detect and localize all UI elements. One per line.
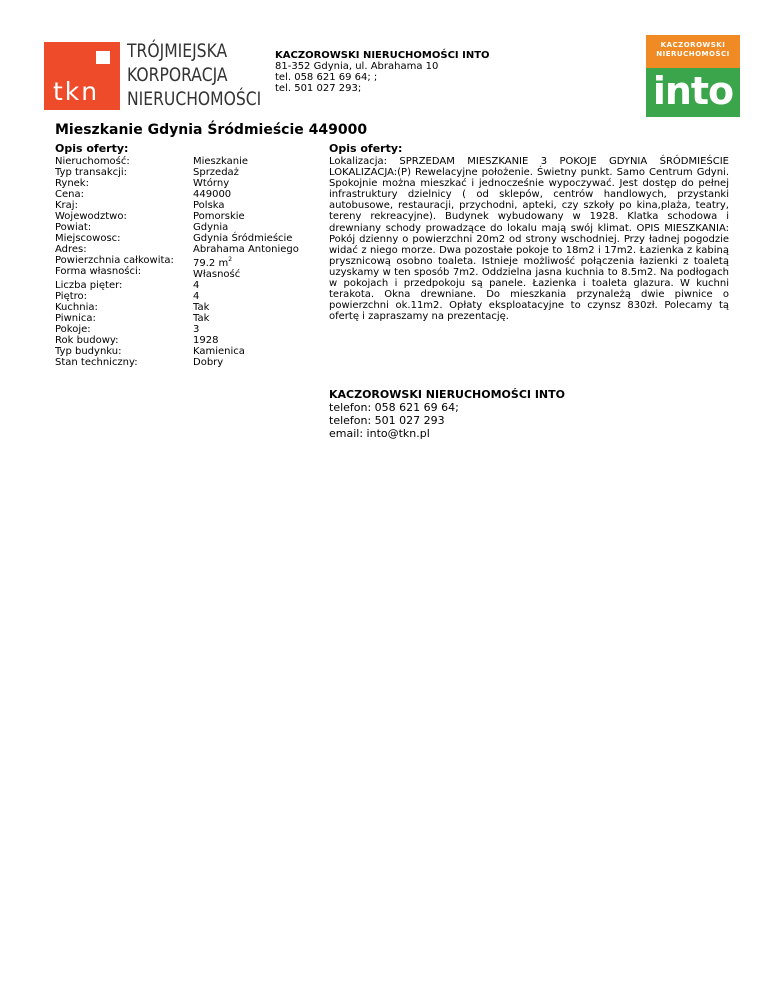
detail-label: Cena: (55, 189, 84, 200)
detail-label: Typ transakcji: (55, 167, 128, 178)
contact-email: email: into@tkn.pl (329, 427, 430, 440)
detail-label: Kraj: (55, 200, 78, 211)
header-company-name: KACZOROWSKI NIERUCHOMOŚCI INTO (275, 50, 490, 61)
detail-value: Tak (193, 313, 210, 324)
detail-value: 3 (193, 324, 200, 335)
area-value: 79.2 m (193, 258, 229, 269)
detail-value: 4 (193, 291, 200, 302)
into-logo-top (646, 35, 740, 68)
tkn-logo (44, 42, 120, 110)
detail-label: Nieruchomość: (55, 156, 130, 167)
detail-label: Forma własności: (55, 266, 142, 277)
detail-value-area (193, 255, 299, 269)
detail-value: 449000 (193, 189, 232, 200)
detail-label: Liczba pięter: (55, 280, 123, 291)
into-logo-word: into (646, 68, 740, 117)
contact-phone: telefon: 058 621 69 64; (329, 401, 459, 414)
detail-value: Abrahama Antoniego (193, 244, 299, 255)
details-labels (55, 156, 174, 368)
detail-label: Piwnica: (55, 313, 96, 324)
contact-company: KACZOROWSKI NIERUCHOMOŚCI INTO (329, 388, 565, 401)
into-logo (646, 35, 740, 117)
detail-value: 1928 (193, 335, 219, 346)
tkn-name-line: NIERUCHOMOŚCI (127, 88, 262, 110)
header-address: 81-352 Gdynia, ul. Abrahama 10 (275, 61, 439, 72)
detail-value: 4 (193, 280, 200, 291)
contact-phone: telefon: 501 027 293 (329, 414, 445, 427)
detail-value: Mieszkanie (193, 156, 249, 167)
description-heading: Opis oferty: (329, 142, 403, 155)
detail-value: Pomorskie (193, 211, 245, 222)
detail-value: Wtórny (193, 178, 230, 189)
header-phone: tel. 058 621 69 64; ; (275, 72, 378, 83)
into-logo-line: KACZOROWSKI (660, 41, 726, 49)
detail-value: Gdynia (193, 222, 229, 233)
contact-block (329, 388, 565, 440)
detail-label: Rynek: (55, 178, 89, 189)
detail-label: Pokoje: (55, 324, 91, 335)
detail-label: Miejscowosc: (55, 233, 121, 244)
detail-label: Stan techniczny: (55, 357, 138, 368)
detail-value: Dobry (193, 357, 224, 368)
tkn-logo-name (127, 39, 262, 111)
tkn-logo-text: tkn (53, 77, 100, 106)
detail-value: Sprzedaż (193, 167, 239, 178)
detail-label: Piętro: (55, 291, 88, 302)
detail-value: Własność (193, 269, 241, 280)
detail-label: Rok budowy: (55, 335, 119, 346)
page-title: Mieszkanie Gdynia Śródmieście 449000 (55, 122, 368, 138)
area-unit-sup: 2 (228, 256, 233, 263)
detail-label: Typ budynku: (55, 346, 122, 357)
detail-label: Wojewodztwo: (55, 211, 127, 222)
details-values (193, 156, 299, 368)
header-company-info (275, 50, 490, 94)
tkn-name-line: KORPORACJA (127, 64, 228, 86)
detail-label: Kuchnia: (55, 302, 98, 313)
detail-label: Adres: (55, 244, 87, 255)
detail-label: Powiat: (55, 222, 92, 233)
detail-value: Gdynia Śródmieście (193, 233, 293, 244)
logo-square-icon (96, 51, 110, 64)
details-heading: Opis oferty: (55, 142, 129, 155)
header-phone: tel. 501 027 293; (275, 83, 362, 94)
into-logo-line: NIERUCHOMOŚCI (656, 50, 730, 58)
tkn-name-line: TRÓJMIEJSKA (127, 40, 228, 62)
description-text: Lokalizacja: SPRZEDAM MIESZKANIE 3 POKOJE GDYNIA ŚRÓDMIEŚCIE LOKALIZACJA:(P) Rewelacyjne położenie. Świetny punkt. Samo Centrum Gdyni. Spokojnie można mieszkać i jednocześnie wypoczywać. Jest dostęp do pełnej infrastruktury dzielnicy ( od sklepów, centrów handlowych, przystanki autobusowe, restauracji, przychodni, apteki, czy szkoły po kina,plaża, teatry, tereny rekreacyjne). Budynek wybudowany w 1928. Klatka schodowa i drewniany schody prowadzące do lokalu mają swój klimat. OPIS MIESZKANIA: Pokój dzienny o powierzchni 20m2 od strony wschodniej. Przy ładnej pogodzie widać z niego morze. Dwa pozostałe pokoje to 18m2 i 17m2. Łazienka z kabiną prysznicową osobno toaleta. Istnieje możliwość połączenia łazienki z toaletą uzyskamy w ten sposób 7m2. Oddzielna jasna kuchnia to 8.5m2. Na podłogach w pokojach i przedpokoju są panele. Łazienka i toaleta glazura. W kuchni terakota. Okna drewniane. Do mieszkania przynależą dwie piwnice o powierzchni ok.11m2. Opłaty eksploatacyjne to czynsz 830zł. Polecamy tą ofertę i zapraszamy na prezentację. (329, 156, 729, 323)
detail-value: Tak (193, 302, 210, 313)
detail-value: Polska (193, 200, 225, 211)
detail-value: Kamienica (193, 346, 245, 357)
detail-label: Powierzchnia całkowita: (55, 255, 174, 266)
